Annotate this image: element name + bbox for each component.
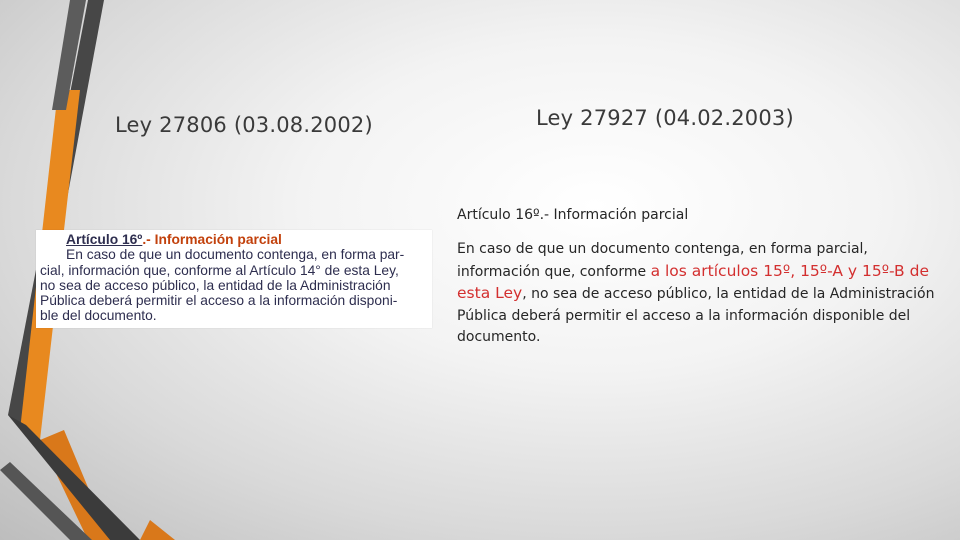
clipping-line: En caso de que un documento contenga, en forma par- — [66, 247, 405, 263]
right-law-heading: Ley 27927 (04.02.2003) — [536, 106, 794, 130]
clipping-line: ble del documento. — [40, 308, 157, 324]
article-title: Artículo 16º.- Información parcial — [457, 207, 689, 223]
clipping-line: cial, información que, conforme al Artículo 14° de esta Ley, — [40, 262, 399, 278]
article-body-text: , no sea de acceso público, la entidad de la Administración Pública deberá permitir el acceso a la información disponible del documento. — [457, 286, 935, 345]
clipping-title — [40, 232, 428, 247]
article-clipping-image — [36, 230, 432, 328]
left-law-heading: Ley 27806 (03.08.2002) — [115, 113, 373, 137]
article-body-highlight: a los artículos 15º, 15º-A y 15º-B de esta Ley — [457, 261, 929, 302]
clipping-line: no sea de acceso público, la entidad de la Administración — [40, 277, 391, 293]
clipping-title-rest: .- Información parcial — [142, 232, 282, 247]
article-body — [457, 239, 937, 349]
article-body-text: En caso de que un documento contenga, en forma parcial, información que, conforme — [457, 241, 868, 280]
clipping-line: Pública deberá permitir el acceso a la información disponi- — [40, 293, 398, 309]
clipping-article-number: Artículo 16º — [66, 232, 143, 247]
